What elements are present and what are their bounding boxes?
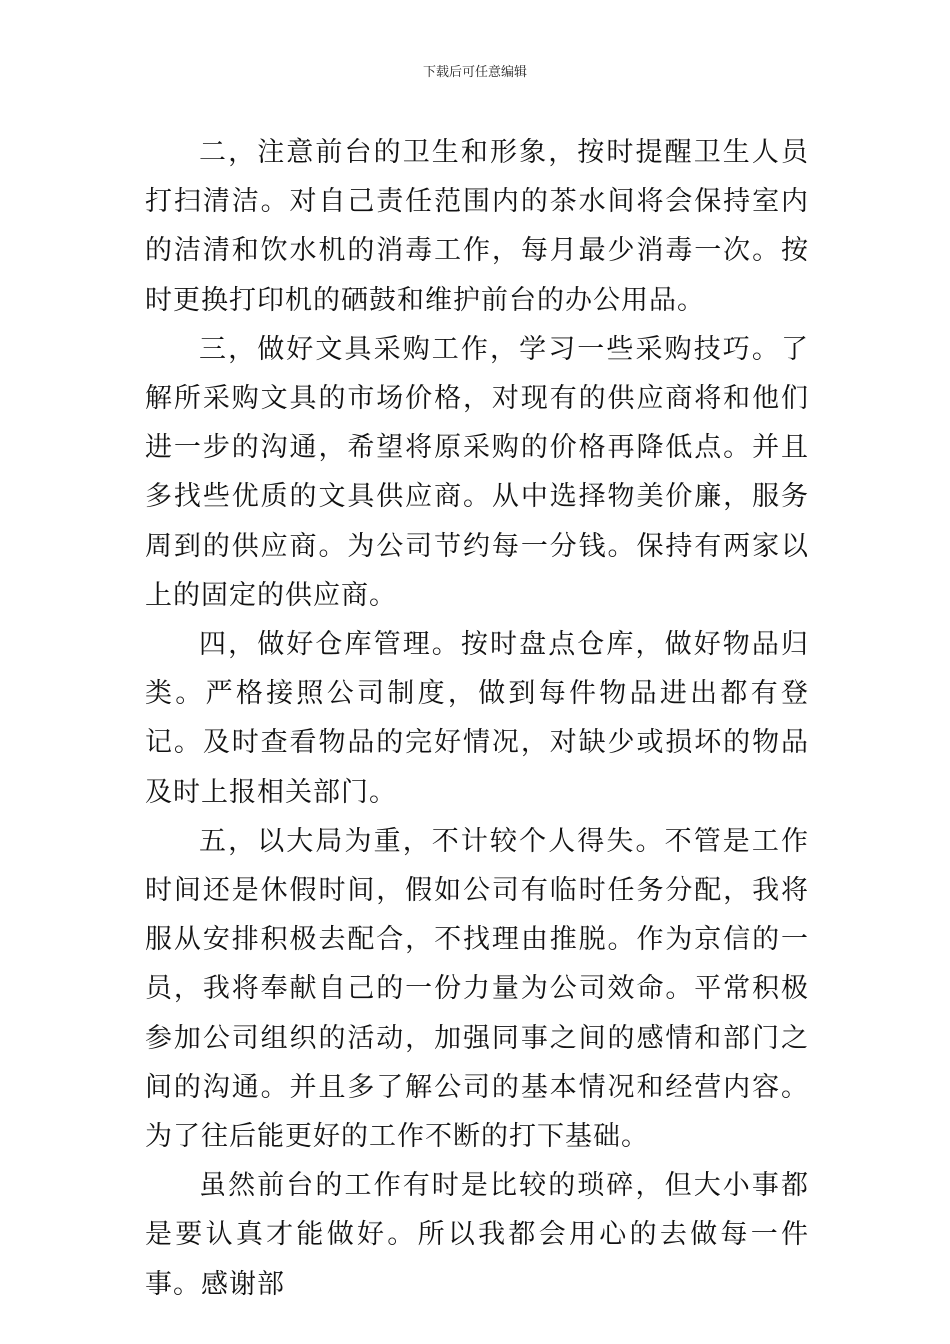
document-body: [145, 128, 809, 1309]
paragraph-4-warehouse: 四，做好仓库管理。按时盘点仓库，做好物品归类。严格接照公司制度，做到每件物品进出都有登记。及时查看物品的完好情况，对缺少或损坏的物品及时上报相关部门。: [145, 629, 809, 808]
paragraph-5-teamwork: 五，以大局为重，不计较个人得失。不管是工作时间还是休假时间，假如公司有临时任务分配，我将服从安排积极去配合，不找理由推脱。作为京信的一员，我将奉献自己的一份力量为公司效命。平常积极参加公司组织的活动，加强同事之间的感情和部门之间的沟通。并且多了解公司的基本情况和经营内容。为了往后能更好的工作不断的打下基础。: [145, 825, 809, 1153]
page-header-note: 下载后可任意编辑: [422, 65, 527, 80]
paragraph-3-purchasing: 三，做好文具采购工作，学习一些采购技巧。了解所采购文具的市场价格，对现有的供应商将和他们进一步的沟通，希望将原采购的价格再降低点。并且多找些优质的文具供应商。从中选择物美价廉，服务周到的供应商。为公司节约每一分钱。保持有两家以上的固定的供应商。: [145, 333, 809, 611]
paragraph-closing: 虽然前台的工作有时是比较的琐碎，但大小事都是要认真才能做好。所以我都会用心的去做每一件事。感谢部: [145, 1170, 809, 1300]
paragraph-2-hygiene: 二，注意前台的卫生和形象，按时提醒卫生人员打扫清洁。对自己责任范围内的茶水间将会保持室内的洁清和饮水机的消毒工作，每月最少消毒一次。按时更换打印机的硒鼓和维护前台的办公用品。: [145, 137, 809, 316]
